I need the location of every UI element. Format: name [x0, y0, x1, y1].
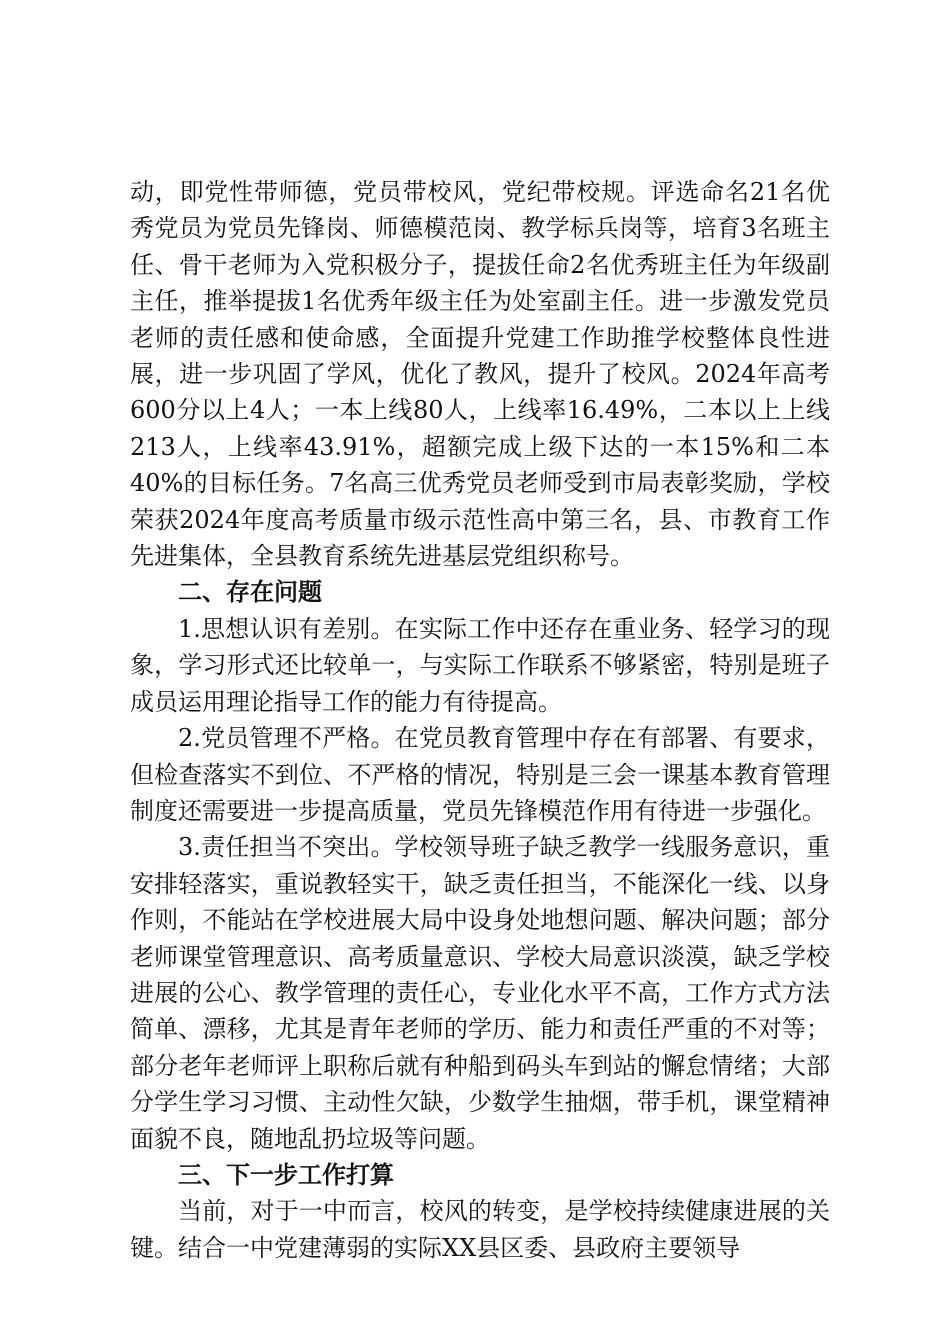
paragraph-continued: 动，即党性带师德，党员带校风，党纪带校规。评选命名21名优秀党员为党员先锋岗、师德模范岗、教学标兵岗等，培育3名班主任、骨干老师为入党积极分子，提拔任命2名优秀班主任为年级副主任，推举提拔1名优秀年级主任为处室副主任。进一步激发党员老师的责任感和使命感，全面提升党建工作助推学校整体良性进展，进一步巩固了学风，优化了教风，提升了校风。2024年高考600分以上4人；一本上线80人，上线率16.49%，二本以上上线213人，上线率43.91%，超额完成上级下达的一本15%和二本40%的目标任务。7名高三优秀党员老师受到市局表彰奖励，学校荣获2024年度高考质量市级示范性高中第三名，县、市教育工作先进集体，全县教育系统先进基层党组织称号。 — [130, 178, 830, 571]
problem-item-1: 1.思想认识有差别。在实际工作中还存在重业务、轻学习的现象，学习形式还比较单一，与实际工作联系不够紧密，特别是班子成员运用理论指导工作的能力有待提高。 — [130, 614, 830, 716]
problem-item-2: 2.党员管理不严格。在党员教育管理中存在有部署、有要求，但检查落实不到位、不严格的情况，特别是三会一课基本教育管理制度还需要进一步提高质量，党员先锋模范作用有待进一步强化。 — [130, 724, 830, 825]
next-steps-paragraph: 当前，对于一中而言，校风的转变，是学校持续健康进展的关键。结合一中党建薄弱的实际XX县区委、县政府主要领导 — [130, 1197, 830, 1262]
section-heading-next-steps: 三、下一步工作打算 — [178, 1160, 394, 1189]
section-heading-problems: 二、存在问题 — [178, 578, 322, 607]
document-page — [130, 174, 830, 1266]
problem-item-3: 3.责任担当不突出。学校领导班子缺乏教学一线服务意识，重安排轻落实，重说教轻实干，缺乏责任担当，不能深化一线、以身作则，不能站在学校进展大局中设身处地想问题、解决问题；部分老师课堂管理意识、高考质量意识、学校大局意识淡漠，缺乏学校进展的公心、教学管理的责任心，专业化水平不高，工作方式方法简单、漂移，尤其是青年老师的学历、能力和责任严重的不对等；部分老年老师评上职称后就有种船到码头车到站的懈怠情绪；大部分学生学习习惯、主动性欠缺，少数学生抽烟，带手机，课堂精神面貌不良，随地乱扔垃圾等问题。 — [130, 833, 830, 1153]
